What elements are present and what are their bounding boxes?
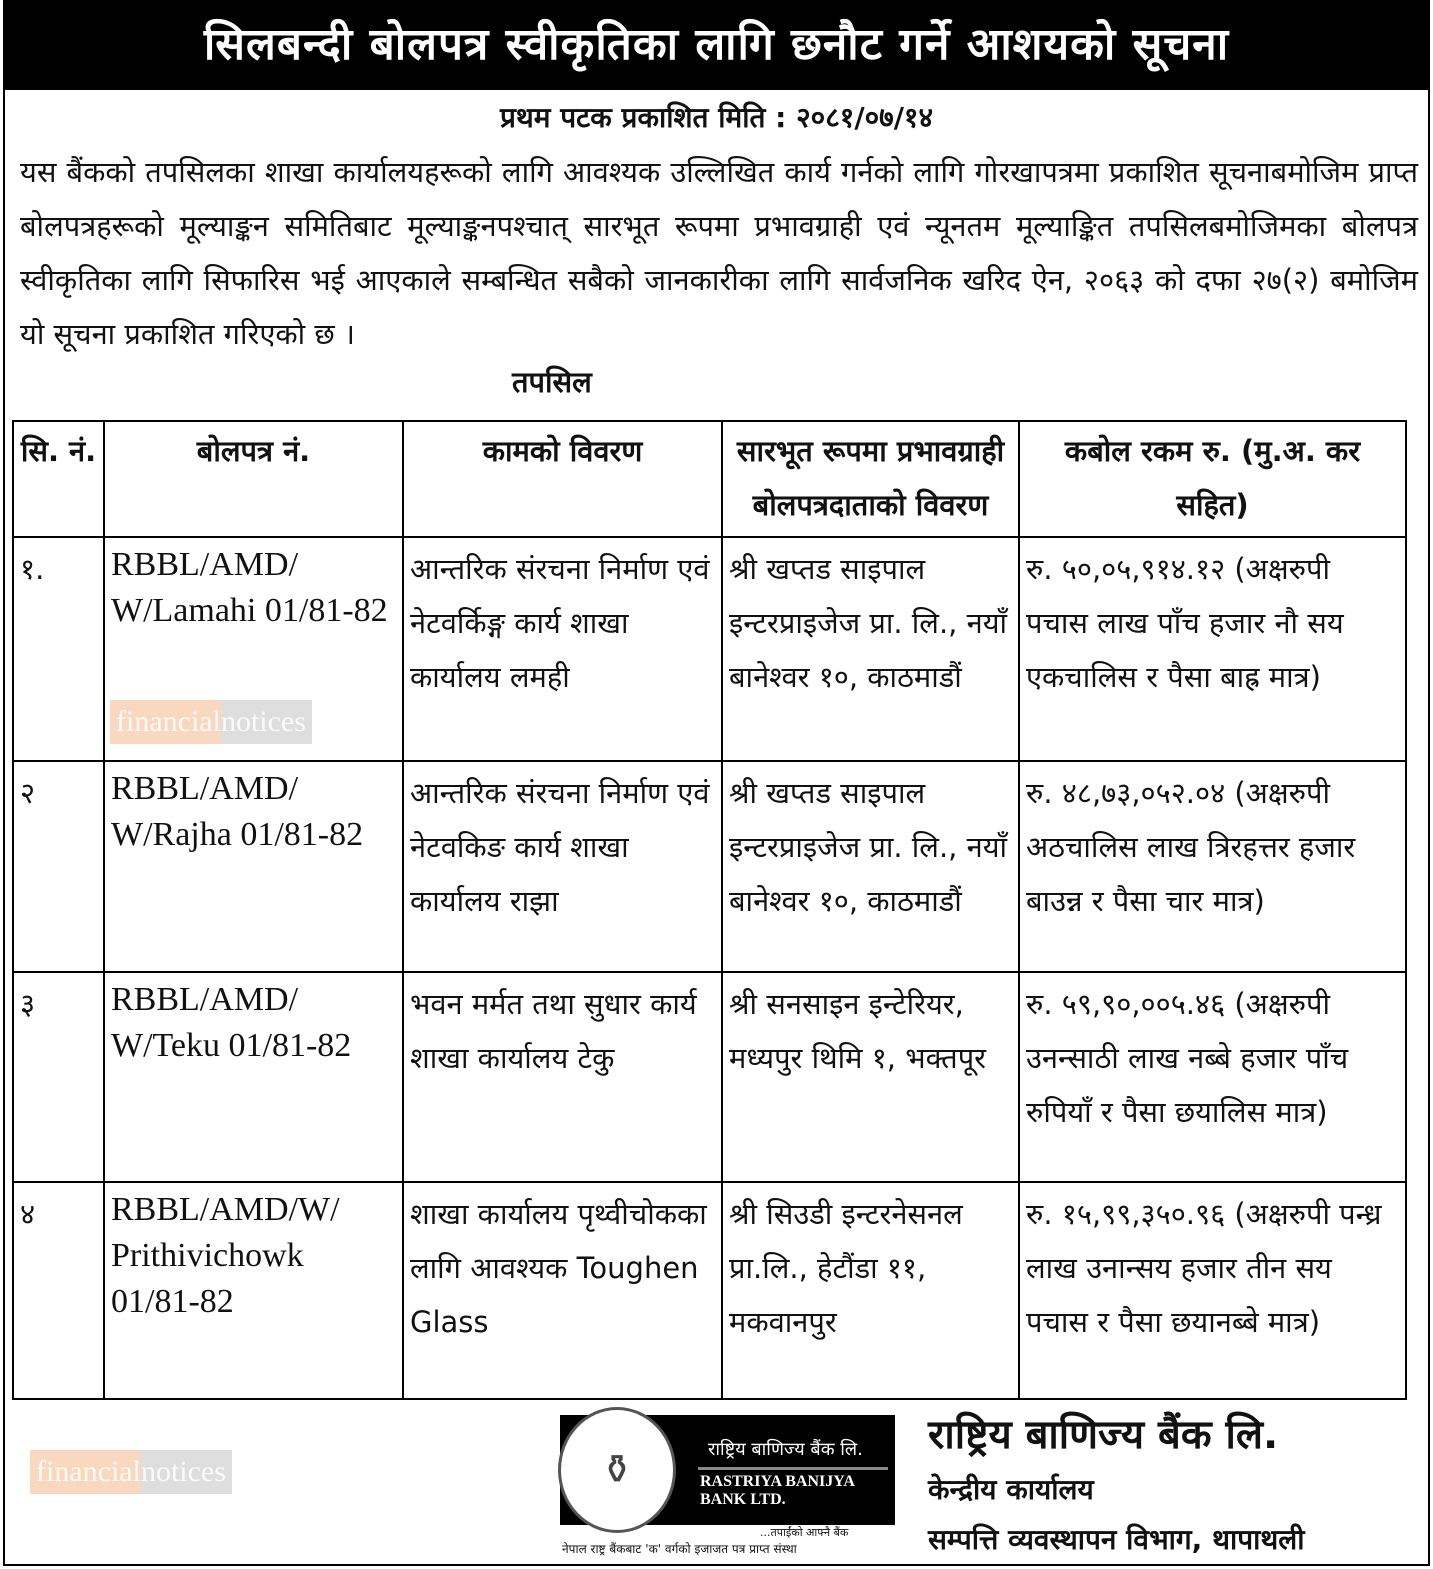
- cell-bidder: श्री खप्तड साइपाल इन्टरप्राइजेज प्रा. लि., नयाँ बानेश्वर १०, काठमाडौं: [722, 537, 1019, 761]
- notice-body: यस बैंकको तपसिलका शाखा कार्यालयहरूको लागि आवश्यक उल्लिखित कार्य गर्नको लागि गोरखापत्रमा प्रकाशित सूचनाबमोजिम प्राप्त बोलपत्रहरूको मूल्याङ्कन समितिबाट मूल्याङ्कनपश्चात् सारभूत रूपमा प्रभावग्राही एवं न्यूनतम मूल्याङ्कित तपसिलबमोजिमका बोलपत्र स्वीकृतिका लागि सिफारिस भई आएकाले सम्बन्धित सबैको जानकारीका लागि सार्वजनिक खरिद ऐन, २०६३ को दफा २७(२) बमोजिम यो सूचना प्रकाशित गरिएको छ ।: [20, 155, 1418, 351]
- cell-bid-no: RBBL/AMD/ W/Rajha 01/81-82: [104, 761, 403, 972]
- cell-work: भवन मर्मत तथा सुधार कार्य शाखा कार्यालय टेकु: [403, 972, 722, 1182]
- cell-bid-no: RBBL/AMD/ W/Teku 01/81-82: [104, 972, 403, 1182]
- cell-sn: १.: [13, 537, 104, 761]
- cell-work: शाखा कार्यालय पृथ्वीचोकका लागि आवश्यक Toughen Glass: [403, 1182, 722, 1399]
- cell-amount: रु. १५,९९,३५०.९६ (अक्षरुपी पन्ध्र लाख उनान्सय हजार तीन सय पचास र पैसा छयानब्बे मात्र): [1019, 1182, 1406, 1399]
- cell-bid-no: RBBL/AMD/ W/Lamahi 01/81-82: [104, 537, 403, 761]
- cell-sn: ४: [13, 1182, 104, 1399]
- logo-caption: नेपाल राष्ट्र बैंकबाट 'क' वर्गको इजाजत पत्र प्राप्त संस्था: [562, 1542, 797, 1556]
- watermark: financialnotices: [110, 700, 312, 744]
- cell-amount: रु. ४८,७३,०५२.०४ (अक्षरुपी अठचालिस लाख त्रिरहत्तर हजार बाउन्न र पैसा चार मात्र): [1019, 761, 1406, 972]
- department-name: सम्पत्ति व्यवस्थापन विभाग, थापाथली: [928, 1523, 1305, 1556]
- bank-seal-icon: ⚱: [558, 1407, 676, 1533]
- table-row: [13, 761, 1406, 972]
- office-name: केन्द्रीय कार्यालय: [928, 1473, 1094, 1506]
- bid-table: [12, 420, 1407, 1400]
- cell-sn: २: [13, 761, 104, 972]
- cell-bidder: श्री सिउडी इन्टरनेसनल प्रा.लि., हेटौंडा ११, मकवानपुर: [722, 1182, 1019, 1399]
- bank-name: राष्ट्रिय बाणिज्य बैंक लि.: [928, 1412, 1279, 1458]
- table-header: [13, 421, 1406, 537]
- col-bid-no: बोलपत्र नं.: [104, 421, 403, 537]
- cell-amount: रु. ५९,९०,००५.४६ (अक्षरुपी उनन्साठी लाख नब्बे हजार पाँच रुपियाँ र पैसा छयालिस मात्र): [1019, 972, 1406, 1182]
- watermark: financialnotices: [30, 1450, 232, 1494]
- table-row: [13, 972, 1406, 1182]
- cell-amount: रु. ५०,०५,९१४.१२ (अक्षरुपी पचास लाख पाँच हजार नौ सय एकचालिस र पैसा बाह्र मात्र): [1019, 537, 1406, 761]
- col-bidder: सारभूत रूपमा प्रभावग्राही बोलपत्रदाताको विवरण: [722, 421, 1019, 537]
- col-sn: सि. नं.: [13, 421, 104, 537]
- bank-logo: [560, 1415, 895, 1525]
- cell-work: आन्तरिक संरचना निर्माण एवं नेटवर्किङ्ग कार्य शाखा कार्यालय लमही: [403, 537, 722, 761]
- cell-work: आन्तरिक संरचना निर्माण एवं नेटवकिङ कार्य शाखा कार्यालय राझा: [403, 761, 722, 972]
- col-work: कामको विवरण: [403, 421, 722, 537]
- cell-bidder: श्री सनसाइन इन्टेरियर, मध्यपुर थिमि १, भक्तपूर: [722, 972, 1019, 1182]
- cell-bidder: श्री खप्तड साइपाल इन्टरप्राइजेज प्रा. लि., नयाँ बानेश्वर १०, काठमाडौं: [722, 761, 1019, 972]
- logo-nepali-name: राष्ट्रिय बाणिज्य बैंक लि.: [708, 1439, 863, 1460]
- cell-sn: ३: [13, 972, 104, 1182]
- schedule-heading: तपसिल: [512, 365, 592, 399]
- logo-english-name: RASTRIYA BANIJYA BANK LTD.: [700, 1473, 854, 1508]
- notice-title: सिलबन्दी बोलपत्र स्वीकृतिका लागि छनौट गर्ने आशयको सूचना: [3, 0, 1430, 90]
- table-row: [13, 1182, 1406, 1399]
- col-amount: कबोल रकम रु. (मु.अ. कर सहित): [1019, 421, 1406, 537]
- cell-bid-no: RBBL/AMD/W/ Prithivichowk 01/81-82: [104, 1182, 403, 1399]
- logo-tagline: ...तपाईंको आफ्नै बैंक: [760, 1526, 849, 1539]
- publish-date: प्रथम पटक प्रकाशित मिति : २०८१/०७/१४: [499, 101, 934, 134]
- logo-divider: [698, 1467, 888, 1470]
